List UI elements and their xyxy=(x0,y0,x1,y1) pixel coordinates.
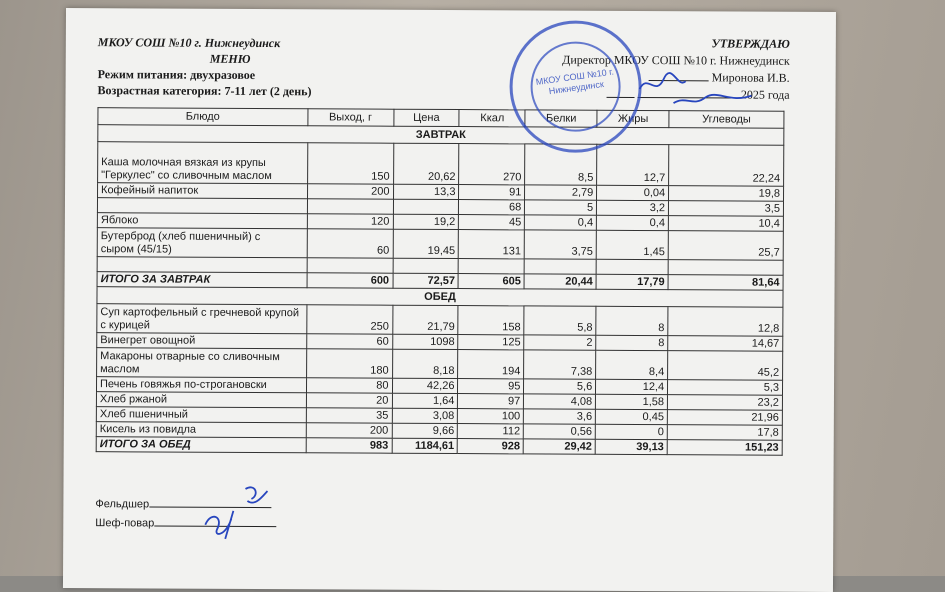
cell-price: 19,45 xyxy=(393,229,459,258)
cell-fat: 12,7 xyxy=(597,144,669,185)
cell-fat: 1,58 xyxy=(596,394,668,409)
cell-protein: 5 xyxy=(525,200,597,215)
menu-title: МЕНЮ xyxy=(209,51,251,66)
cell-output: 80 xyxy=(306,378,392,393)
col-output: Выход, г xyxy=(308,109,394,126)
col-dish: Блюдо xyxy=(98,108,308,126)
table-row xyxy=(97,348,783,381)
cell-protein: 8,5 xyxy=(525,144,597,185)
cell-protein: 2 xyxy=(524,335,596,350)
cell-kcal: 112 xyxy=(458,424,524,439)
cell-protein: 2,79 xyxy=(525,185,597,200)
cell-price: 1,64 xyxy=(392,393,458,408)
cell-fat: 3,2 xyxy=(597,200,669,215)
official-stamp xyxy=(509,20,642,153)
cell-output: 180 xyxy=(306,349,392,378)
cell-carbs: 19,8 xyxy=(669,186,784,202)
cell-protein: 7,38 xyxy=(524,350,596,379)
cell-output: 35 xyxy=(306,408,392,423)
dish-name: Хлеб ржаной xyxy=(96,392,306,408)
table-row xyxy=(97,228,783,261)
cell-kcal: 97 xyxy=(458,394,524,409)
director-name: Миронова И.В. xyxy=(711,70,790,85)
cell-carbs: 21,96 xyxy=(667,410,782,426)
total-kcal: 605 xyxy=(458,274,524,289)
cell-fat: 8 xyxy=(596,306,668,335)
header-left xyxy=(98,34,312,99)
cell-output: 120 xyxy=(307,214,393,229)
table-row xyxy=(98,142,784,187)
cell-output: 60 xyxy=(307,229,393,258)
col-kcal: Ккал xyxy=(459,110,525,127)
cell-price: 13,3 xyxy=(393,184,459,199)
cell-output xyxy=(307,199,393,214)
dish-name: Яблоко xyxy=(97,213,307,229)
stamp-text: МКОУ СОШ №10 г. Нижнеудинск xyxy=(535,66,615,97)
dish-name: Печень говяжья по-строгановски xyxy=(96,377,306,393)
cell-kcal: 95 xyxy=(458,379,524,394)
total-carbs: 151,23 xyxy=(667,440,782,456)
dish-name: Кофейный напиток xyxy=(98,183,308,199)
cell-output: 200 xyxy=(307,184,393,199)
cell-price: 42,26 xyxy=(392,378,458,393)
cell-output: 60 xyxy=(306,334,392,349)
chef-signature-line xyxy=(95,514,276,530)
total-fat: 39,13 xyxy=(595,439,667,454)
cell-protein: 0,56 xyxy=(524,424,596,439)
cell-fat: 8,4 xyxy=(596,350,668,379)
dish-name: Бутерброд (хлеб пшеничный) с сыром (45/15) xyxy=(97,228,307,258)
cell-price: 3,08 xyxy=(392,408,458,423)
cell-fat: 0,4 xyxy=(597,215,669,230)
dish-name: Макароны отварные со сливочным маслом xyxy=(97,348,307,378)
org-name: МКОУ СОШ №10 г. Нижнеудинск xyxy=(97,35,281,51)
total-output: 983 xyxy=(306,438,392,453)
cell-carbs: 5,3 xyxy=(668,380,783,396)
cell-kcal: 68 xyxy=(459,200,525,215)
cell-carbs: 17,8 xyxy=(667,425,782,441)
year-label: 2025 года xyxy=(740,87,790,102)
cell-fat: 12,4 xyxy=(596,379,668,394)
cell-output: 20 xyxy=(306,393,392,408)
dish-name: Кисель из повидла xyxy=(96,422,306,438)
cell-carbs: 10,4 xyxy=(668,216,783,232)
col-fat: Жиры xyxy=(597,110,669,127)
cell-price: 1098 xyxy=(392,334,458,349)
col-protein: Белки xyxy=(525,110,597,127)
cell-carbs: 23,2 xyxy=(668,395,783,411)
director-title: Директор МКОУ СОШ №10 г. Нижнеудинск xyxy=(562,52,790,68)
cell-carbs: 25,7 xyxy=(668,231,783,261)
cell-fat: 8 xyxy=(596,335,668,350)
section-title: ОБЕД xyxy=(97,287,783,308)
cell-price: 8,18 xyxy=(392,349,458,378)
cell-protein: 0,4 xyxy=(525,215,597,230)
cell-kcal: 45 xyxy=(459,215,525,230)
dish-name: Хлеб пшеничный xyxy=(96,407,306,423)
cell-kcal: 125 xyxy=(458,335,524,350)
dish-name xyxy=(97,198,307,214)
total-label: ИТОГО ЗА ЗАВТРАК xyxy=(97,272,307,288)
col-price: Цена xyxy=(393,109,459,126)
cell-kcal: 158 xyxy=(458,306,524,335)
total-protein: 20,44 xyxy=(524,274,596,289)
total-price: 72,57 xyxy=(393,273,459,288)
total-output: 600 xyxy=(307,273,393,288)
table-row xyxy=(97,304,783,337)
cell-protein: 5,8 xyxy=(524,306,596,335)
medic-signature-line xyxy=(95,495,271,511)
dish-name: Винегрет овощной xyxy=(97,333,307,349)
lunch-total-row xyxy=(96,437,782,456)
total-fat: 17,79 xyxy=(596,274,668,289)
cell-kcal: 194 xyxy=(458,350,524,379)
cell-price: 21,79 xyxy=(392,305,458,334)
cell-carbs: 22,24 xyxy=(669,145,784,187)
cell-carbs: 45,2 xyxy=(668,351,783,381)
cell-kcal: 131 xyxy=(459,230,525,259)
col-carbs: Углеводы xyxy=(669,111,784,129)
cell-protein: 5,6 xyxy=(524,379,596,394)
total-carbs: 81,64 xyxy=(668,275,783,291)
cell-output: 150 xyxy=(307,143,393,184)
cell-carbs: 12,8 xyxy=(668,307,783,337)
cell-carbs: 14,67 xyxy=(668,336,783,352)
cell-output: 200 xyxy=(306,423,392,438)
cell-fat: 0,45 xyxy=(596,409,668,424)
cell-price: 9,66 xyxy=(392,423,458,438)
cell-protein: 3,6 xyxy=(524,409,596,424)
cell-fat: 1,45 xyxy=(596,230,668,259)
cell-protein: 4,08 xyxy=(524,394,596,409)
cell-fat: 0,04 xyxy=(597,185,669,200)
cell-output: 250 xyxy=(306,305,392,334)
total-label: ИТОГО ЗА ОБЕД xyxy=(96,437,306,453)
cell-protein: 3,75 xyxy=(525,230,597,259)
cell-carbs: 3,5 xyxy=(669,201,784,217)
total-kcal: 928 xyxy=(458,439,524,454)
cell-price: 19,2 xyxy=(393,214,459,229)
cell-price xyxy=(393,199,459,214)
menu-table xyxy=(96,107,785,456)
dish-name: Каша молочная вязкая из крупы "Геркулес" со сливочным маслом xyxy=(98,142,308,184)
total-protein: 29,42 xyxy=(523,439,595,454)
cell-kcal: 100 xyxy=(458,409,524,424)
dish-name: Суп картофельный с гречневой крупой с курицей xyxy=(97,304,307,334)
section-title: ЗАВТРАК xyxy=(98,125,784,146)
meal-regime: Режим питания: двухразовое xyxy=(97,67,256,82)
cell-kcal: 91 xyxy=(459,185,525,200)
medic-label: Фельдшер xyxy=(95,498,150,511)
cell-price: 20,62 xyxy=(393,143,459,184)
approve-label: УТВЕРЖДАЮ xyxy=(711,36,790,51)
cell-kcal: 270 xyxy=(459,144,525,185)
age-category: Возрастная категория: 7-11 лет (2 день) xyxy=(97,83,312,99)
chef-label: Шеф-повар xyxy=(95,517,155,530)
menu-document xyxy=(63,8,836,592)
cell-fat: 0 xyxy=(595,424,667,439)
total-price: 1184,61 xyxy=(392,438,458,453)
